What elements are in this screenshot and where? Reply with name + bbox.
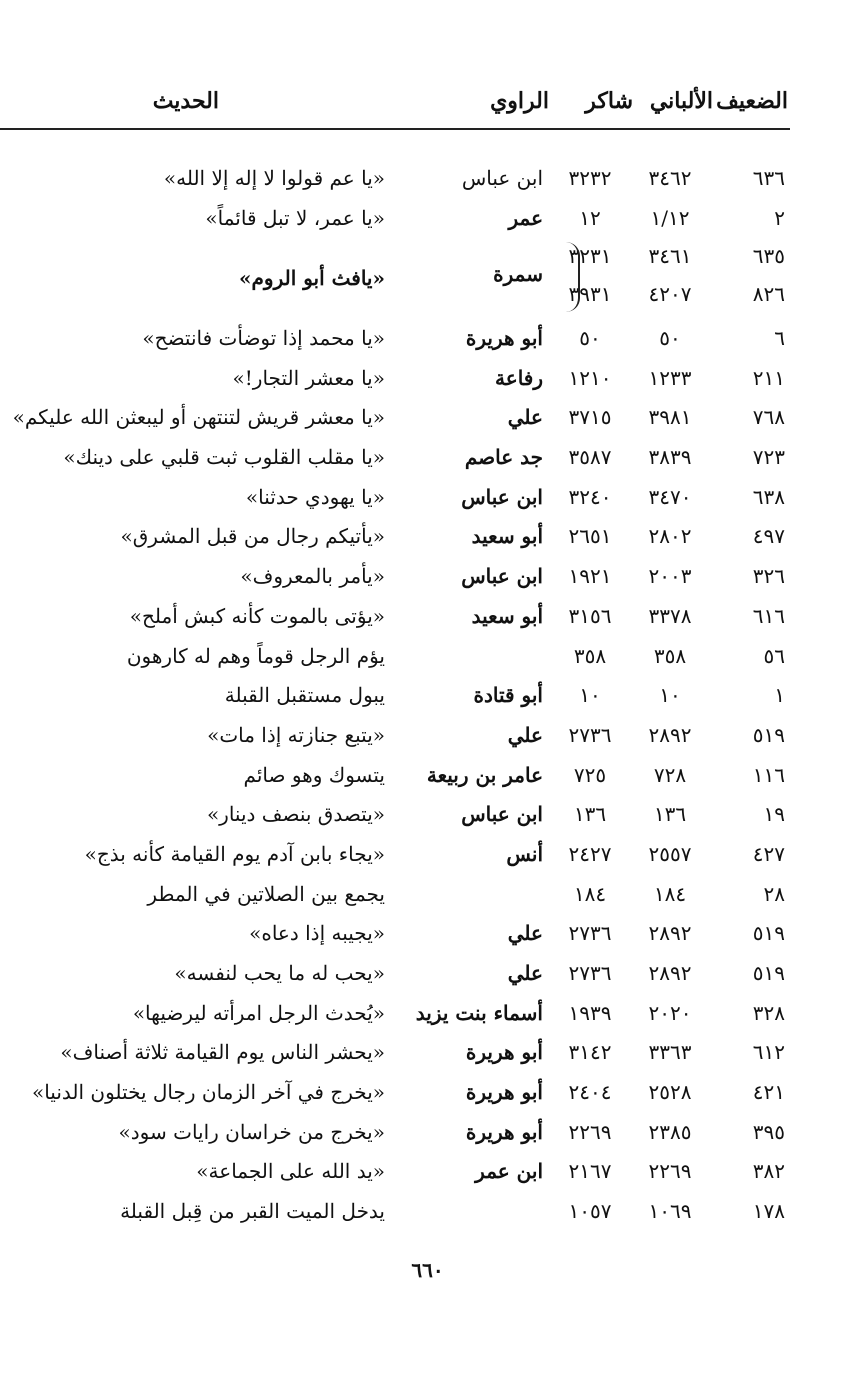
cell-rawi: علي [507, 405, 543, 430]
header-hadith: الحديث [152, 88, 219, 114]
cell-albani: ١٠٦٩ [648, 1199, 692, 1224]
cell-albani: ٣٤٧٠ [648, 484, 692, 509]
table-row [0, 1034, 855, 1074]
cell-daeef: ٥٦ [763, 643, 785, 668]
cell-rawi: أبو هريرة [465, 1119, 543, 1144]
table-header [0, 88, 855, 124]
table-body-continued [0, 320, 855, 1233]
cell-daeef: ٥١٩ [752, 921, 785, 946]
table-row [0, 1074, 855, 1114]
cell-albani: ١٠ [659, 683, 681, 708]
cell-rawi: علي [507, 921, 543, 946]
cell-shakir: ١٠ [579, 683, 601, 708]
table-row [0, 1153, 855, 1193]
cell-hadith: «يجاء بابن آدم يوم القيامة كأنه بذج» [84, 841, 385, 866]
cell-albani: ٢٨٠٢ [648, 524, 692, 549]
header-rule [0, 128, 790, 130]
cell-daeef: ٦١٦ [752, 603, 785, 628]
cell-shakir: ٢٢٦٩ [568, 1119, 612, 1144]
table-row [0, 160, 855, 200]
table-row [0, 360, 855, 400]
cell-albani: ٢٣٨٥ [648, 1119, 692, 1144]
cell-daeef: ١٧٨ [752, 1199, 785, 1224]
cell-albani: ٣٣٦٣ [648, 1040, 692, 1065]
cell-daeef: ٢١١ [752, 365, 785, 390]
cell-hadith: «يا محمد إذا توضأت فانتضح» [142, 326, 385, 350]
header-shakir: شاكر [585, 88, 633, 114]
cell-hadith: «يافث أبو الروم» [239, 266, 385, 290]
cell-hadith: يدخل الميت القبر من قِبل القبلة [120, 1199, 385, 1224]
table-row [0, 836, 855, 876]
cell-rawi: ابن عباس [461, 802, 543, 827]
cell-daeef: ٦٣٨ [752, 484, 785, 509]
table-row [0, 238, 855, 278]
cell-hadith: «يُحدث الرجل امرأته ليرضيها» [132, 1000, 385, 1025]
cell-daeef: ٦ [774, 326, 785, 350]
cell-daeef: ٣٨٢ [752, 1159, 785, 1184]
cell-daeef: ٣٢٦ [752, 564, 785, 589]
cell-shakir: ٣٥٨٧ [568, 445, 612, 470]
cell-rawi: أبو سعيد [471, 524, 543, 549]
table-row [0, 399, 855, 439]
cell-rawi: ابن عباس [461, 484, 543, 509]
table-row [0, 518, 855, 558]
cell-daeef: ٧٢٣ [752, 445, 785, 470]
table-row [0, 558, 855, 598]
cell-albani: ٢٨٩٢ [648, 722, 692, 747]
cell-daeef: ١ [774, 683, 785, 708]
table-row [0, 915, 855, 955]
cell-albani: ٥٠ [659, 326, 681, 350]
cell-hadith: «يأمر بالمعروف» [240, 564, 385, 589]
cell-hadith: «يا عمر، لا تبل قائماً» [205, 205, 385, 230]
cell-rawi: ابن عباس [461, 564, 543, 589]
cell-rawi: علي [507, 961, 543, 985]
table-row [0, 677, 855, 717]
table-row [0, 717, 855, 757]
table-row [0, 1114, 855, 1154]
cell-rawi: رفاعة [495, 365, 543, 390]
cell-daeef: ٥١٩ [752, 722, 785, 747]
cell-hadith: «يا معشر التجار!» [232, 365, 385, 390]
cell-shakir: ٢٧٣٦ [568, 961, 612, 985]
cell-daeef: ٤٢١ [752, 1080, 785, 1105]
cell-albani: ٢٨٩٢ [648, 921, 692, 946]
cell-shakir: ٣٢٣٢ [568, 166, 612, 190]
cell-rawi: أبو هريرة [465, 1040, 543, 1065]
table-row [0, 757, 855, 797]
cell-albani: ١/١٢ [650, 205, 690, 230]
table-row [0, 1193, 855, 1233]
table-row [0, 200, 855, 240]
cell-shakir: ١٣٦ [573, 802, 607, 827]
cell-daeef: ٢ [774, 205, 785, 230]
cell-shakir: ٢٧٣٦ [568, 722, 612, 747]
page-number: ٦٦٠ [411, 1258, 444, 1282]
cell-daeef: ٥١٩ [752, 961, 785, 985]
cell-rawi: أسماء بنت يزيد [415, 1000, 543, 1025]
cell-shakir: ٣٢٣١ [568, 244, 612, 268]
cell-albani: ١٨٤ [653, 881, 687, 906]
cell-hadith: «يتبع جنازته إذا مات» [207, 722, 385, 747]
cell-shakir: ١٩٣٩ [568, 1000, 612, 1025]
cell-albani: ٣٨٣٩ [648, 445, 692, 470]
cell-albani: ١٢٣٣ [648, 365, 692, 390]
cell-shakir: ١٢ [579, 205, 601, 230]
cell-hadith: «يأتيكم رجال من قبل المشرق» [120, 524, 385, 549]
cell-daeef: ٤٩٧ [752, 524, 785, 549]
cell-hadith: يبول مستقبل القبلة [224, 683, 385, 708]
cell-shakir: ٣٢٤٠ [568, 484, 612, 509]
cell-shakir: ٥٠ [579, 326, 601, 350]
table-row [0, 479, 855, 519]
cell-rawi: ابن عباس [461, 166, 543, 190]
cell-hadith: «يخرج في آخر الزمان رجال يختلون الدنيا» [31, 1080, 385, 1105]
header-rawi: الراوي [490, 88, 549, 114]
cell-albani: ٧٢٨ [653, 762, 687, 787]
cell-rawi: عامر بن ربيعة [426, 762, 543, 787]
cell-albani: ٢٨٩٢ [648, 961, 692, 985]
cell-albani: ٢٠٢٠ [648, 1000, 692, 1025]
cell-albani: ٢٥٥٧ [648, 841, 692, 866]
cell-shakir: ٢٦٥١ [568, 524, 612, 549]
cell-shakir: ٢٤٢٧ [568, 841, 612, 866]
cell-shakir: ٣١٤٢ [568, 1040, 612, 1065]
cell-shakir: ٧٢٥ [573, 762, 607, 787]
header-daeef: الضعيف [716, 88, 788, 114]
table-row [0, 995, 855, 1035]
grouped-rows [0, 238, 855, 324]
cell-albani: ٢٠٠٣ [648, 564, 692, 589]
cell-shakir: ٢١٦٧ [568, 1159, 612, 1184]
table-row [0, 955, 855, 995]
table-row [0, 320, 855, 360]
cell-hadith: يتسوك وهو صائم [243, 762, 385, 787]
cell-hadith: «يحب له ما يحب لنفسه» [174, 961, 385, 985]
table-row [0, 876, 855, 916]
cell-daeef: ٧٦٨ [752, 405, 785, 430]
cell-shakir: ١٢١٠ [568, 365, 612, 390]
cell-rawi: ابن عمر [475, 1159, 543, 1184]
cell-rawi: أنس [506, 841, 543, 866]
cell-hadith: يجمع بين الصلاتين في المطر [147, 881, 385, 906]
cell-rawi: سمرة [493, 262, 543, 286]
cell-albani: ٣٩٨١ [648, 405, 692, 430]
cell-daeef: ٣٢٨ [752, 1000, 785, 1025]
cell-shakir: ١٠٥٧ [568, 1199, 612, 1224]
cell-hadith: «يؤتى بالموت كأنه كبش أملح» [129, 603, 385, 628]
table-row [0, 598, 855, 638]
cell-hadith: يؤم الرجل قوماً وهم له كارهون [126, 643, 385, 668]
cell-albani: ٤٢٠٧ [648, 282, 692, 306]
cell-daeef: ٦١٢ [752, 1040, 785, 1065]
cell-shakir: ٣٩٣١ [568, 282, 612, 306]
cell-hadith: «يا عم قولوا لا إله إلا الله» [163, 166, 385, 190]
cell-albani: ٣٤٦٢ [648, 166, 692, 190]
cell-daeef: ٦٣٦ [752, 166, 785, 190]
cell-albani: ٣٤٦١ [648, 244, 692, 268]
cell-hadith: «يتصدق بنصف دينار» [206, 802, 385, 827]
cell-albani: ٢٥٢٨ [648, 1080, 692, 1105]
cell-hadith: «يا يهودي حدثنا» [245, 484, 385, 509]
table-row [0, 638, 855, 678]
cell-shakir: ٢٤٠٤ [568, 1080, 612, 1105]
cell-rawi: جد عاصم [464, 445, 543, 470]
table-row [0, 796, 855, 836]
table-body [0, 160, 855, 239]
cell-shakir: ٣٥٨ [573, 643, 607, 668]
cell-daeef: ٦٣٥ [752, 244, 785, 268]
cell-rawi: أبو هريرة [465, 326, 543, 350]
cell-shakir: ٣٧١٥ [568, 405, 612, 430]
table-row [0, 439, 855, 479]
cell-albani: ٢٢٦٩ [648, 1159, 692, 1184]
cell-albani: ٣٥٨ [653, 643, 687, 668]
header-albani: الألباني [649, 88, 713, 114]
cell-hadith: «يجيبه إذا دعاه» [249, 921, 385, 946]
cell-shakir: ٢٧٣٦ [568, 921, 612, 946]
cell-hadith: «يا معشر قريش لتنتهن أو ليبعثن الله عليكم» [12, 405, 385, 430]
cell-hadith: «يا مقلب القلوب ثبت قلبي على دينك» [63, 445, 385, 470]
cell-rawi: أبو هريرة [465, 1080, 543, 1105]
cell-rawi: عمر [508, 205, 543, 230]
table-row [0, 276, 855, 316]
cell-daeef: ٣٩٥ [752, 1119, 785, 1144]
cell-hadith: «يخرج من خراسان رايات سود» [118, 1119, 385, 1144]
cell-hadith: «يحشر الناس يوم القيامة ثلاثة أصناف» [60, 1040, 385, 1065]
cell-daeef: ١٩ [763, 802, 785, 827]
cell-daeef: ٨٢٦ [752, 282, 785, 306]
cell-shakir: ٣١٥٦ [568, 603, 612, 628]
cell-albani: ١٣٦ [653, 802, 687, 827]
cell-rawi: أبو سعيد [471, 603, 543, 628]
cell-hadith: «يد الله على الجماعة» [196, 1159, 385, 1184]
cell-shakir: ١٨٤ [573, 881, 607, 906]
cell-daeef: ٤٢٧ [752, 841, 785, 866]
cell-rawi: أبو قتادة [473, 683, 543, 708]
cell-daeef: ١١٦ [752, 762, 785, 787]
cell-albani: ٣٣٧٨ [648, 603, 692, 628]
brace-mark [566, 242, 580, 312]
cell-daeef: ٢٨ [763, 881, 785, 906]
cell-shakir: ١٩٢١ [568, 564, 612, 589]
cell-rawi: علي [507, 722, 543, 747]
